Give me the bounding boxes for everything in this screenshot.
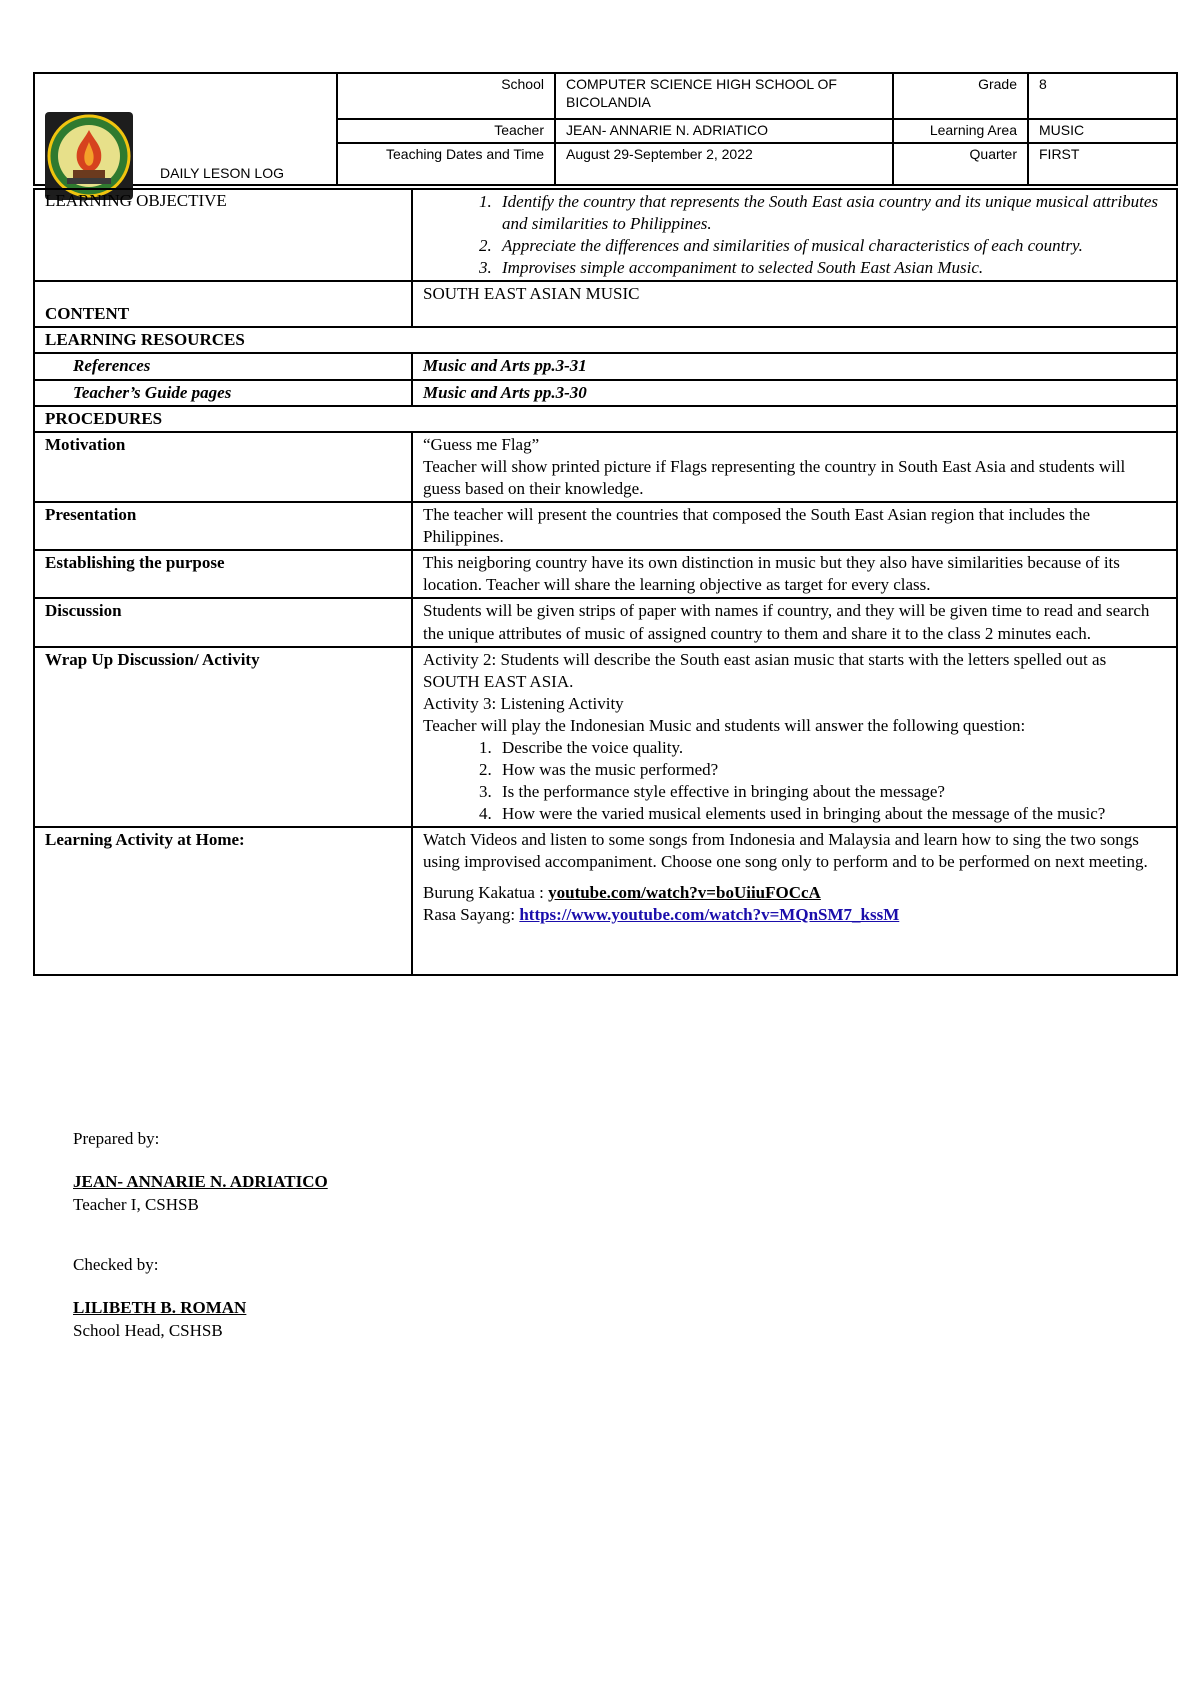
prepared-name: JEAN- ANNARIE N. ADRIATICO <box>73 1171 328 1191</box>
references-label: References <box>34 353 412 379</box>
school-seal-icon <box>45 112 133 200</box>
motivation-label: Motivation <box>34 432 412 502</box>
presentation-row <box>34 502 1177 550</box>
motivation-title: “Guess me Flag” <box>423 434 540 454</box>
song2-link[interactable]: https://www.youtube.com/watch?v=MQnSM7_kssM <box>519 904 900 924</box>
song2-line <box>423 904 1166 926</box>
guide-row <box>34 380 1177 406</box>
discussion-label: Discussion <box>34 598 412 646</box>
wrap-label: Wrap Up Discussion/ Activity <box>34 647 412 828</box>
home-cell <box>412 827 1177 975</box>
objective-label: LEARNING OBJECTIVE <box>34 189 412 281</box>
home-label: Learning Activity at Home: <box>34 827 412 975</box>
resources-row <box>34 327 1177 353</box>
presentation-text: The teacher will present the countries that composed the South East Asian region that includes the Philippines. <box>412 502 1177 550</box>
guide-value: Music and Arts pp.3-30 <box>412 380 1177 406</box>
objective-item: 1. Identify the country that represents the South East asia country and its unique musical attributes and similarities to Philippines. <box>496 191 1166 235</box>
content-row <box>34 281 1177 327</box>
references-row <box>34 353 1177 379</box>
objective-list <box>423 191 1166 279</box>
checked-title: School Head, CSHSB <box>73 1320 223 1340</box>
lesson-table <box>33 188 1178 976</box>
resources-label: LEARNING RESOURCES <box>34 327 1177 353</box>
area-label: Learning Area <box>893 119 1028 143</box>
prepared-block <box>73 1128 328 1217</box>
motivation-cell <box>412 432 1177 502</box>
quarter-label: Quarter <box>893 143 1028 185</box>
objective-item: 3. Improvises simple accompaniment to selected South East Asian Music. <box>496 257 1166 279</box>
wrap-cell <box>412 647 1177 828</box>
wrap-activity2: Activity 2: Students will describe the South east asian music that starts with the letters spelled out as SOUTH EAST ASIA. <box>423 649 1107 691</box>
grade-value: 8 <box>1028 73 1177 119</box>
objective-row <box>34 189 1177 281</box>
dates-value: August 29-September 2, 2022 <box>555 143 893 185</box>
doc-label: DAILY LESON LOG <box>160 164 284 181</box>
discussion-row <box>34 598 1177 646</box>
school-value: COMPUTER SCIENCE HIGH SCHOOL OF BICOLANDIA <box>555 73 893 119</box>
song1-line <box>423 882 1166 904</box>
checked-label: Checked by: <box>73 1255 159 1274</box>
wrap-question: 1. Describe the voice quality. <box>496 737 1166 759</box>
content-label <box>34 281 412 327</box>
motivation-row <box>34 432 1177 502</box>
wrap-question-list <box>423 737 1166 825</box>
song1-link[interactable]: youtube.com/watch?v=boUiiuFOCcA <box>548 882 821 902</box>
wrap-question: 3. Is the performance style effective in bringing about the message? <box>496 781 1166 803</box>
references-value: Music and Arts pp.3-31 <box>412 353 1177 379</box>
procedures-label: PROCEDURES <box>34 406 1177 432</box>
area-value: MUSIC <box>1028 119 1177 143</box>
spacer <box>73 1277 246 1297</box>
wrap-activity3: Activity 3: Listening Activity <box>423 693 624 713</box>
purpose-row <box>34 550 1177 598</box>
wrap-row <box>34 647 1177 828</box>
prepared-label: Prepared by: <box>73 1129 160 1148</box>
motivation-text: Teacher will show printed picture if Flags representing the country in South East Asia and students will guess based on their knowledge. <box>423 456 1126 498</box>
teacher-value: JEAN- ANNARIE N. ADRIATICO <box>555 119 893 143</box>
teacher-label: Teacher <box>337 119 555 143</box>
spacer <box>423 874 1166 882</box>
home-row <box>34 827 1177 975</box>
objective-item: 2. Appreciate the differences and similarities of musical characteristics of each country. <box>496 235 1166 257</box>
song2-label: Rasa Sayang: <box>423 904 520 924</box>
logo-cell <box>34 73 337 185</box>
quarter-value: FIRST <box>1028 143 1177 185</box>
prepared-title: Teacher I, CSHSB <box>73 1194 199 1214</box>
checked-block <box>73 1254 246 1343</box>
content-label-text: CONTENT <box>45 304 130 324</box>
purpose-label: Establishing the purpose <box>34 550 412 598</box>
checked-name: LILIBETH B. ROMAN <box>73 1297 247 1317</box>
presentation-label: Presentation <box>34 502 412 550</box>
wrap-question: 4. How were the varied musical elements used in bringing about the message of the music? <box>496 803 1166 825</box>
procedures-row <box>34 406 1177 432</box>
wrap-intro: Teacher will play the Indonesian Music and students will answer the following question: <box>423 715 1026 735</box>
discussion-text: Students will be given strips of paper with names if country, and they will be given time to read and search the unique attributes of music of assigned country to them and share it to the class 2 minutes each. <box>412 598 1177 646</box>
wrap-question: 2. How was the music performed? <box>496 759 1166 781</box>
song1-label: Burung Kakatua : <box>423 882 549 902</box>
guide-label: Teacher’s Guide pages <box>34 380 412 406</box>
header-table <box>33 72 1178 186</box>
grade-label: Grade <box>893 73 1028 119</box>
objective-cell <box>412 189 1177 281</box>
spacer <box>73 1151 328 1171</box>
home-text: Watch Videos and listen to some songs from Indonesia and Malaysia and learn how to sing the two songs using improvised accompaniment. Choose one song only to perform and to be performed on next meeting. <box>423 830 1148 872</box>
purpose-text: This neigboring country have its own distinction in music but they also have similarities because of its location. Teacher will share the learning objective as target for every class. <box>412 550 1177 598</box>
school-label: School <box>337 73 555 119</box>
dates-label: Teaching Dates and Time <box>337 143 555 185</box>
content-value: SOUTH EAST ASIAN MUSIC <box>412 281 1177 327</box>
